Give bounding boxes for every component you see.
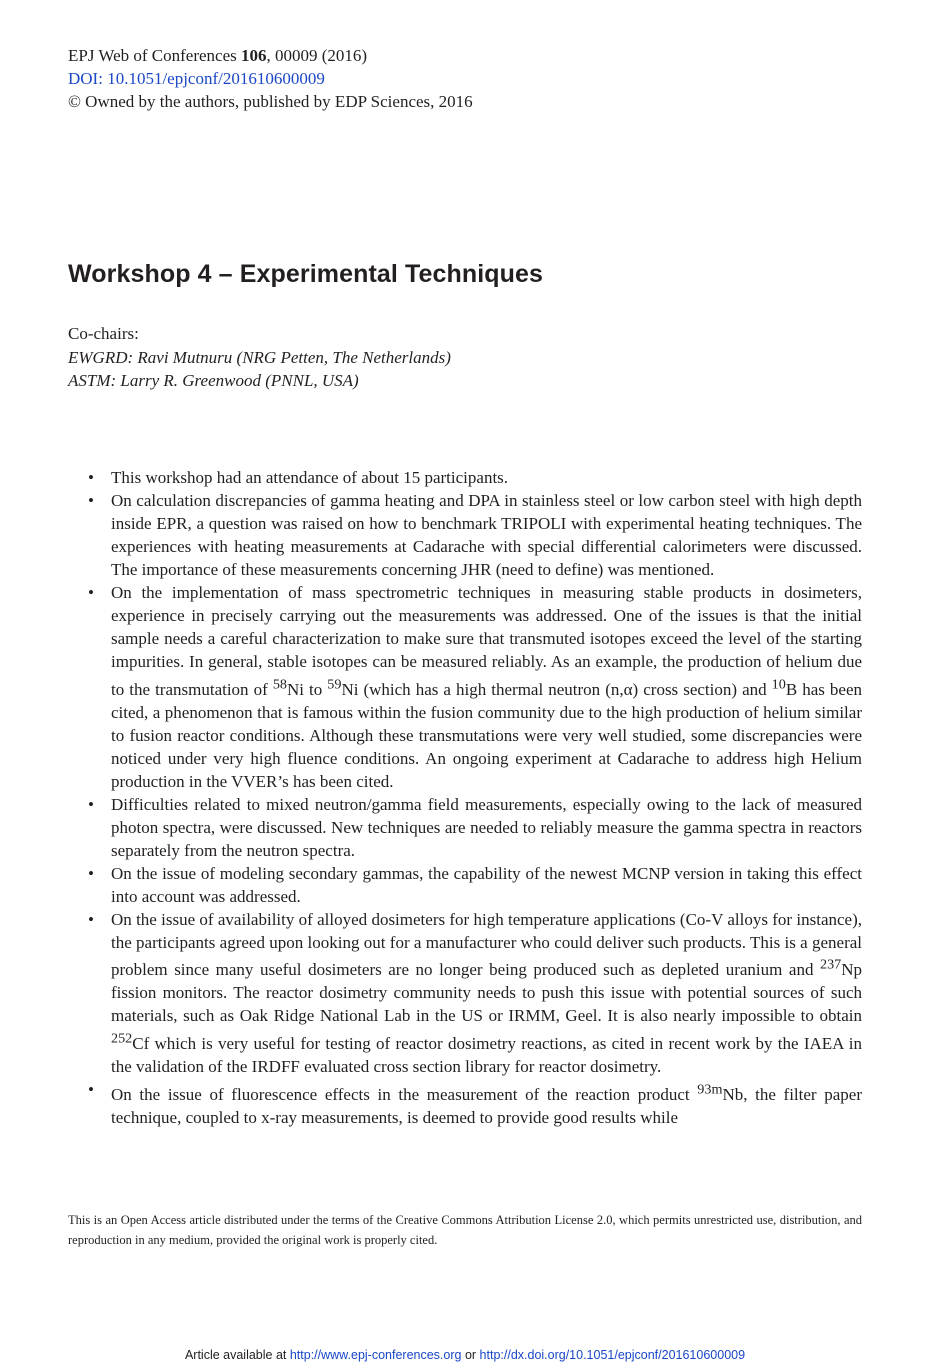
text-run: Ni to bbox=[286, 679, 328, 699]
bullet-marker: • bbox=[88, 909, 94, 929]
list-item bbox=[86, 908, 862, 1078]
list-item-text bbox=[111, 583, 862, 791]
text-run: On the issue of availability of alloyed dosimeters for high temperature applications (Co-V alloys for instance), the participants agreed upon looking out for a manufacturer who could deliver such products. This is a general problem since many useful dosimeters are no longer being produced such as depleted uranium and bbox=[111, 909, 862, 980]
bullet-marker: • bbox=[88, 1079, 94, 1099]
list-item-text: On calculation discrepancies of gamma heating and DPA in stainless steel or low carbon steel with high depth inside EPR, a question was raised on how to benchmark TRIPOLI with experimental heating techniques. The experiences with heating measurements at Cadarache with special differential calorimeters were discussed. The importance of these measurements concerning JHR (need to define) was mentioned. bbox=[111, 491, 862, 579]
list-item-text bbox=[111, 1080, 862, 1127]
cochair-astm: ASTM: Larry R. Greenwood (PNNL, USA) bbox=[68, 371, 359, 390]
article-number: , 00009 (2016) bbox=[266, 46, 368, 65]
list-item bbox=[86, 1078, 862, 1129]
list-item-text: This workshop had an attendance of about 15 participants. bbox=[111, 468, 509, 487]
license-notice: This is an Open Access article distributed under the terms of the Creative Commons Attribution License 2.0, which permits unrestricted use, distribution, and reproduction in any medium, provided the original work is properly cited. bbox=[68, 1213, 862, 1247]
isotope-mass-number: 58 bbox=[272, 676, 287, 692]
bullet-marker: • bbox=[88, 863, 94, 883]
summary-list bbox=[86, 466, 862, 1129]
isotope-mass-number: 252 bbox=[111, 1030, 133, 1047]
citation-line bbox=[68, 44, 473, 67]
isotope-mass-number: 10 bbox=[771, 676, 786, 692]
footer-separator: or bbox=[461, 1348, 480, 1362]
list-item bbox=[86, 489, 862, 581]
text-run: Np fission monitors. The reactor dosimetry community needs to push this issue with potential sources of such materials, such as Oak Ridge National Lab in the US or IRMM, Geel. It is also nearly impossible to obtain bbox=[111, 960, 862, 1026]
list-item-text: Difficulties related to mixed neutron/gamma field measurements, especially owing to the lack of measured photon spectra, were discussed. New techniques are needed to reliably measure the gamma spectra in reactors separately from the neutron spectra. bbox=[111, 794, 862, 860]
doi-url-link[interactable]: http://dx.doi.org/10.1051/epjconf/201610600009 bbox=[479, 1348, 746, 1362]
cochairs-label: Co-chairs: bbox=[68, 324, 139, 343]
cochair-ewgrd: EWGRD: Ravi Mutnuru (NRG Petten, The Netherlands) bbox=[68, 347, 451, 367]
bullet-marker: • bbox=[88, 468, 94, 487]
text-run: On the issue of fluorescence effects in the measurement of the reaction product bbox=[111, 1084, 698, 1104]
bullet-marker: • bbox=[88, 583, 94, 602]
list-item bbox=[86, 793, 862, 862]
text-run: B has been cited, a phenomenon that is famous within the fusion community due to the high production of helium similar to fusion reactor conditions. Although these transmutations were very well studied, some discrepancies were noticed under very high fluence conditions. An ongoing experiment at Cadarache to address high Helium production in the VVER’s has been cited. bbox=[111, 679, 863, 791]
journal-name: EPJ Web of Conferences bbox=[68, 46, 241, 65]
list-item-text bbox=[111, 910, 862, 1076]
text-run: Ni (which has a high thermal neutron (n,α) cross section) and bbox=[341, 679, 772, 699]
cochairs-block bbox=[68, 322, 451, 393]
footer-prefix: Article available at bbox=[184, 1348, 290, 1362]
isotope-mass-number: 59 bbox=[327, 676, 342, 692]
text-run: Nb, the filter paper technique, coupled to x-ray measurements, is deemed to provide good results while bbox=[111, 1084, 862, 1127]
bullet-marker: • bbox=[88, 491, 94, 510]
journal-volume: 106 bbox=[241, 46, 267, 65]
text-run: Cf which is very useful for testing of reactor dosimetry reactions, as cited in recent work by the IAEA in the validation of the IRDFF evaluated cross section library for reactor dosimetry. bbox=[111, 1033, 862, 1076]
article-footer bbox=[0, 1348, 930, 1362]
list-item bbox=[86, 466, 862, 489]
isotope-mass-number: 237 bbox=[819, 956, 842, 973]
list-item bbox=[86, 581, 862, 793]
list-item bbox=[86, 862, 862, 908]
bullet-marker: • bbox=[88, 794, 94, 814]
copyright-line: © Owned by the authors, published by EDP Sciences, 2016 bbox=[68, 92, 473, 111]
epj-conferences-link[interactable]: http://www.epj-conferences.org bbox=[289, 1348, 462, 1362]
isotope-mass-number: 93m bbox=[697, 1080, 723, 1097]
text-run: On the implementation of mass spectrometric techniques in measuring stable products in dosimeters, experience in precisely carrying out the measurements was addressed. One of the issues is that the initial sample needs a careful characterization to make sure that transmuted isotopes exceed the level of the starting impurities. In general, stable isotopes can be measured reliably. As an example, the production of helium due to the transmutation of bbox=[111, 583, 862, 699]
doi-link[interactable]: DOI: 10.1051/epjconf/201610600009 bbox=[68, 69, 325, 88]
journal-header bbox=[68, 44, 473, 113]
page-title: Workshop 4 – Experimental Techniques bbox=[68, 260, 544, 288]
list-item-text: On the issue of modeling secondary gammas, the capability of the newest MCNP version in taking this effect into account was addressed. bbox=[111, 863, 862, 906]
